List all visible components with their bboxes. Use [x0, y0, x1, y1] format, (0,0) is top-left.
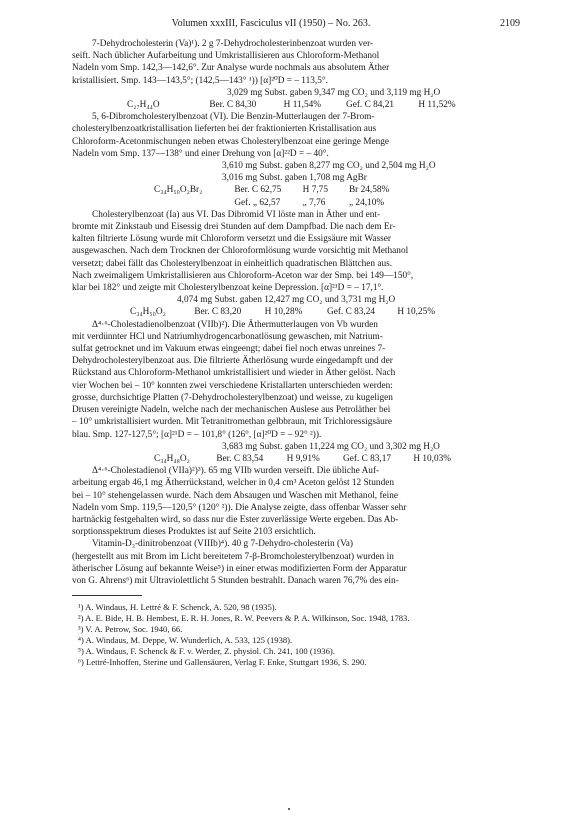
section-cholestadienolbenzoat [72, 319, 520, 465]
paragraph-line: ätherischer Lösung auf bekannte Weise⁵) in einer etwas modifizierten Form der Apparatur [72, 563, 407, 574]
paragraph-line: 7-Dehydrocholesterin (Va)¹). 2 g 7-Dehydrocholesterinbenzoat wurden ver- [92, 39, 374, 49]
paragraph-line: Nadeln vom Smp. 137—138° und einer Drehung von [α]²²D = – 40°. [72, 148, 329, 159]
calc-value: H 11,54% [283, 100, 322, 111]
paragraph-line: Nach zweimaligem Umkristallisieren aus Chloroform-Aceton war der Smp. bei 149—150°, [72, 270, 414, 281]
section-7-dehydrocholesterin [72, 38, 520, 111]
footnote-divider [72, 595, 142, 596]
calc-value: H 7,75 [302, 185, 328, 196]
footnote: ²) A. E. Bide, H. B. Hembest, E. R. H. Jones, R. W. Peevers & P. A. Wilkinson, Soc. 1948, 1783. [78, 613, 410, 624]
footnote: ⁴) A. Windaus, M. Deppe, W. Wunderlich, A. 533, 125 (1938). [78, 635, 293, 646]
paragraph-line: Δ⁴·⁶-Cholestadienol (VIIa)²)³). 65 mg VIIb wurden verseift. Die übliche Auf- [92, 466, 380, 477]
section-cholestadienol [72, 465, 520, 538]
formula: C₂₇H₄₄O [127, 100, 160, 111]
analysis-line [72, 99, 520, 111]
calc-value: H 10,28% [264, 307, 303, 318]
paragraph-line: vier Wochen bei – 10° konnten zwei verschiedene Kristallarten unterschieden werden: [72, 380, 393, 391]
calc-value: Br 24,58% [348, 185, 390, 196]
paragraph-line: – 10° umkristallisiert wurden. Mit Tetranitromethan gelbbraun, mit Trichloressigsäure [72, 417, 392, 428]
paragraph-line: versetzt; dabei fällt das Cholesterylbenzoat in einheitlich quadratischen Blättchen aus. [72, 258, 393, 269]
calc-value: Ber. C 62,75 [234, 185, 282, 196]
paragraph-line: arbeitung ergab 46,1 mg Ätherrückstand, welcher in 0,4 cm³ Aceton gelöst 12 Stunden [72, 478, 394, 489]
calc-value: Ber. C 83,54 [216, 453, 264, 464]
running-header [72, 18, 520, 32]
page-number: 2109 [500, 18, 520, 29]
analysis-line [72, 184, 520, 196]
footnote: ⁶) Lettré-Inhoffen, Sterine und Gallensäuren, Verlag F. Enke, Stuttgart 1936, S. 290. [78, 657, 367, 668]
paragraph-line: seift. Nach üblicher Aufarbeitung und Umkristallisieren aus Chloroform-Methanol [72, 51, 380, 62]
section-dibromcholesterylbenzoat [72, 111, 520, 209]
paragraph-line: bromte mit Zinkstaub und Eisessig drei Stunden auf dem Dampfbad. Die nach dem Er- [72, 222, 396, 233]
measurement-line: 3,683 mg Subst. gaben 11,224 mg CO₂ und 3,302 mg H₂O [222, 441, 440, 452]
footnote: ¹) A. Windaus, H. Lettré & F. Schenck, A. 520, 98 (1935). [78, 602, 277, 613]
paragraph-line: hartnäckig festgehalten wird, so dass nur die Ester zuverlässige Werte ergeben. Das Ab- [72, 514, 399, 525]
paragraph-line: Chloroform-Acetonmischungen neben etwas Cholesterylbenzoat eine geringe Menge [72, 136, 390, 147]
paragraph-line: Drusen vereinigte Nadeln, welche nach der mechanischen Auslese aus Petroläther bei [72, 405, 391, 416]
analysis-line [72, 453, 520, 465]
found-value: Gef. „ 62,57 [234, 197, 281, 208]
paragraph-line: Δ⁴·⁶-Cholestadienolbenzoat (VIIb)²). Die Äthermutterlaugen von Vb wurden [92, 319, 378, 330]
found-value: H 10,25% [397, 307, 436, 318]
measurement-line: 3,016 mg Subst. gaben 1,708 mg AgBr [222, 173, 367, 184]
paragraph-line: sorptionsspektrum dieses Produktes ist auf Seite 2103 ersichtlich. [72, 527, 316, 538]
paragraph-line: Rückstand aus Chloroform-Methanol umkristallisiert und wieder in Äther gelöst. Nach [72, 368, 396, 379]
paragraph-line: Cholesterylbenzoat (Ia) aus VI. Das Dibromid VI löste man in Äther und ent- [92, 209, 381, 220]
footnote: ³) V. A. Petrow, Soc. 1940, 66. [78, 624, 183, 635]
paragraph-line: 5, 6-Dibromcholesterylbenzoat (VI). Die Benzin-Mutterlaugen der 7-Brom- [92, 112, 375, 123]
measurement-line: 3,610 mg Subst. gaben 8,277 mg CO₂ und 2,504 mg H₂O [222, 161, 436, 172]
paragraph-line: Nadeln vom Smp. 142,3—142,6°. Zur Analyse wurde nochmals aus absolutem Äther [72, 63, 390, 74]
found-value: H 10,03% [413, 453, 452, 464]
paragraph-line: kristallisiert. Smp. 143—143,5°; (142,5—143° ¹)) [α]²⁰D = – 113,5°. [72, 75, 328, 86]
paragraph-line: (hergestellt aus mit Brom im Licht bereitetem 7-β-Bromcholesterylbenzoat) wurden in [72, 551, 394, 562]
paragraph-line: Nadeln vom Smp. 119,5—120,5° (120° ²)). Die Analyse zeigte, dass offenbar Wasser sehr [72, 502, 407, 513]
paragraph-line: bei – 10° stehengelassen wurde. Nach dem Absaugen und Waschen mit Methanol, feine [72, 490, 399, 501]
footnote: ⁵) A. Windaus, F. Schenck & F. v. Werder, Z. physiol. Ch. 241, 100 (1936). [78, 646, 335, 657]
formula: C₃₄H₄₈O₂ [154, 453, 190, 464]
found-value: Gef. C 83,17 [342, 453, 392, 464]
section-vitamin-d3-dinitrobenzoat [72, 538, 520, 587]
paragraph-line: grosse, durchsichtige Platten (7-Dehydrocholesterylbenzoat) und weisse, zu kugeligen [72, 392, 393, 403]
paragraph-line: klar bei 182° und zeigte mit Cholesterylbenzoat keine Depression. [α]²¹D = – 17,1°. [72, 283, 384, 294]
paragraph-line: cholesterylbenzoatkristallisation lieferten bei der fraktionierten Kristallisation aus [72, 124, 377, 135]
found-value: „ 24,10% [348, 197, 385, 208]
paragraph-line: ausgewaschen. Nach dem Trocknen der Chloroformlösung wurde vorsichtig mit Methanol [72, 246, 409, 257]
section-cholesterylbenzoat [72, 209, 520, 319]
found-value: Gef. C 83,24 [326, 307, 376, 318]
measurement-line: 4,074 mg Subst. gaben 12,427 mg CO₂ und 3,731 mg H₂O [177, 295, 396, 306]
paragraph-line: von G. Ahrens⁶) mit Ultraviolettlicht 5 Stunden bestrahlt. Danach waren 76,7% des ein- [72, 575, 399, 586]
calc-value: H 9,91% [286, 453, 320, 464]
paragraph-line: blau. Smp. 127-127,5°; [α]²¹D = – 101,8° (126°, [α]²⁰D = – 92° ²)). [72, 429, 322, 440]
found-value: Gef. C 84,21 [345, 100, 395, 111]
paragraph-line: Dehydrocholesterylbenzoat aus. Die filtrierte Ätherlösung wurde eingedampft und der [72, 356, 393, 367]
paragraph-line: kalten filtrierte Lösung wurde mit Chloroform versetzt und die Essigsäure mit Wasser [72, 234, 391, 245]
paragraph-line: mit verdünnter HCl und Natriumhydrogencarbonatlösung gewaschen, mit Natrium- [72, 331, 383, 342]
found-value: H 11,52% [418, 100, 456, 111]
page-mark [288, 808, 290, 810]
formula: C₃₄H₅₀O₂ [130, 307, 166, 318]
found-value: „ 7,76 [302, 197, 326, 208]
paragraph-line: Vitamin-D₃-dinitrobenzoat (VIIIb)⁴). 40 g 7-Dehydro-cholesterin (Va) [92, 539, 353, 550]
calc-value: Ber. C 84,30 [209, 100, 257, 111]
analysis-line [72, 197, 520, 209]
measurement-line: 3,029 mg Subst. gaben 9,347 mg CO₂ und 3,119 mg H₂O [227, 87, 441, 98]
footnotes [72, 602, 520, 668]
calc-value: Ber. C 83,20 [194, 307, 242, 318]
running-title: Volumen xxxIII, Fasciculus vII (1950) – No. 263. [171, 18, 371, 29]
analysis-line [72, 306, 520, 318]
formula: C₃₄H₅₀O₂Br₂ [154, 185, 203, 196]
paragraph-line: sulfat getrocknet und im Vakuum etwas eingeengt; dabei fiel noch etwas unreines 7- [72, 344, 386, 355]
